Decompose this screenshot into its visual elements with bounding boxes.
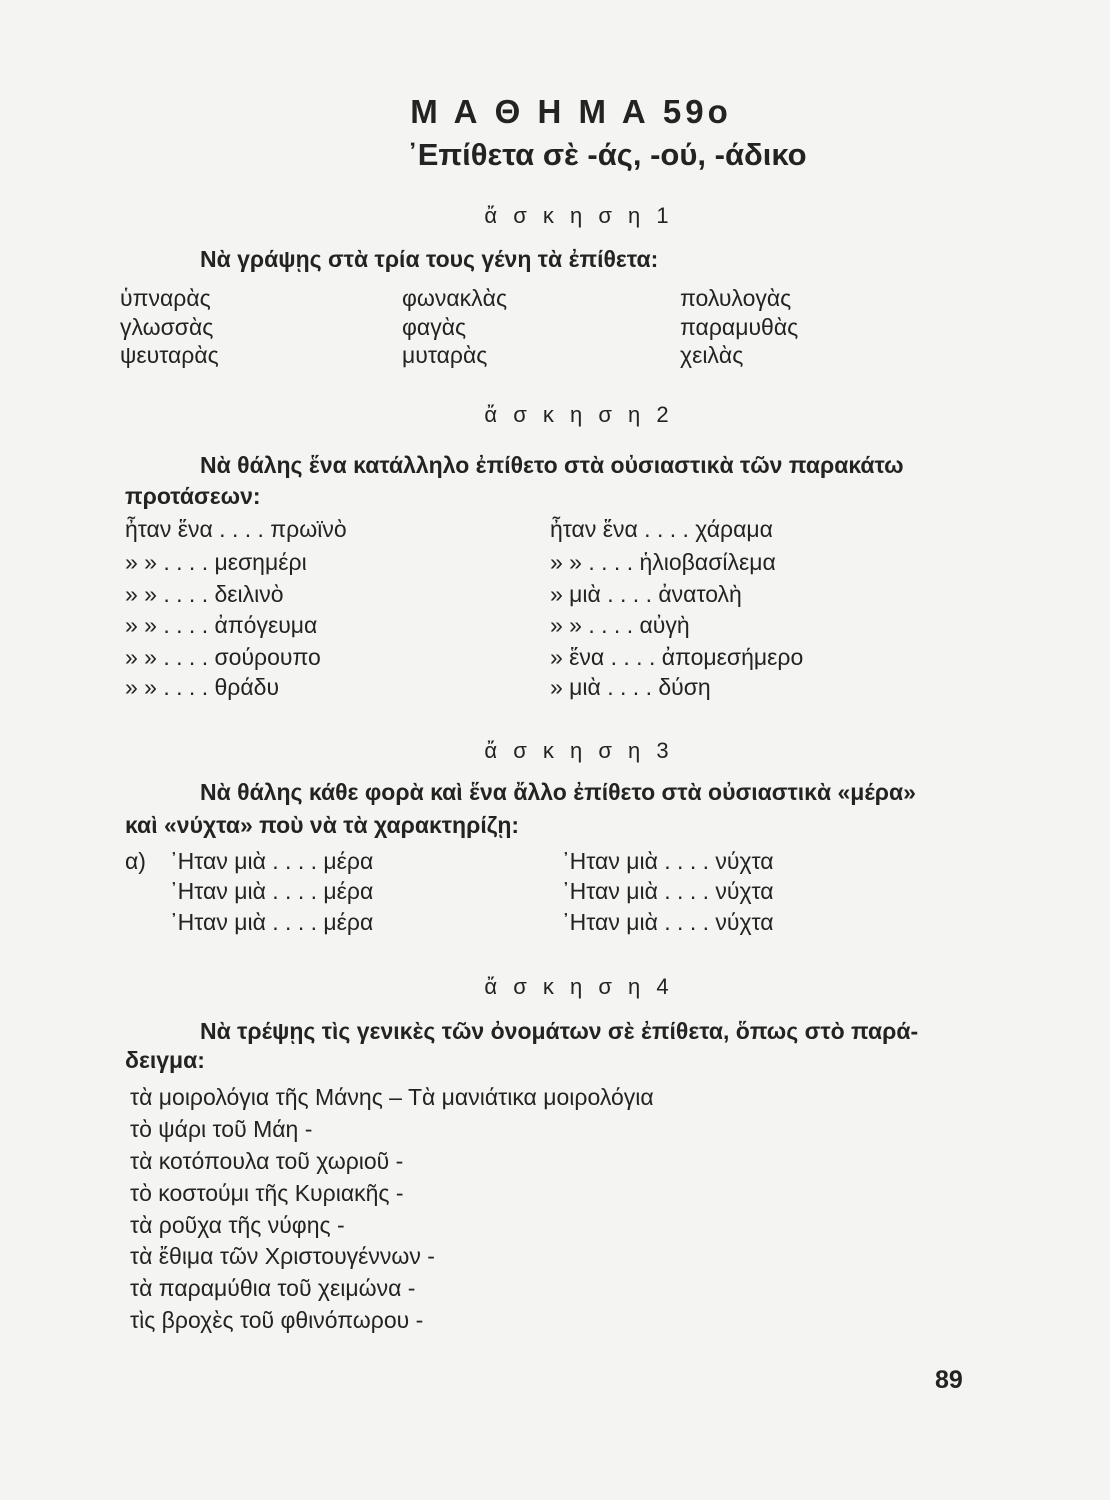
exercise-2-instruction-cont: προτάσεων:: [125, 483, 261, 509]
sentence-item: » » . . . . μεσημέρι: [125, 549, 307, 575]
exercise-4-instruction: Νὰ τρέψῃς τὶς γενικὲς τῶν ὀνομάτων σὲ ἐπίθετα, ὅπως στὸ παρά-: [200, 1018, 919, 1044]
noun-item: τὸ ψάρι τοῦ Μάη -: [130, 1116, 313, 1142]
exercise-1-heading: ἄ σ κ η σ η 1: [484, 203, 674, 228]
sentence-item: ᾿Ηταν μιὰ . . . . μέρα: [170, 909, 374, 935]
exercise-4-instruction-cont: δειγμα:: [125, 1047, 205, 1073]
adjective-item: πολυλογὰς: [680, 285, 792, 311]
sentence-item: » » . . . . ἡλιοβασίλεμα: [550, 549, 776, 575]
sentence-item: ᾿Ηταν μιὰ . . . . νύχτα: [562, 878, 774, 904]
sentence-item: ᾿Ηταν μιὰ . . . . μέρα: [170, 878, 374, 904]
noun-item: τὶς βροχὲς τοῦ φθινόπωρου -: [130, 1307, 424, 1333]
adjective-item: φαγὰς: [402, 314, 467, 340]
sentence-item: » » . . . . δειλινὸ: [125, 581, 284, 607]
example-item: τὰ μοιρολόγια τῆς Μάνης – Τὰ μανιάτικα μοιρολόγια: [130, 1084, 654, 1110]
sentence-item: » μιὰ . . . . ἀνατολὴ: [550, 581, 742, 607]
sentence-item: ᾿Ηταν μιὰ . . . . νύχτα: [562, 848, 774, 874]
noun-item: τὰ ροῦχα τῆς νύφης -: [130, 1212, 345, 1238]
exercise-1-instruction: Νὰ γράψῃς στὰ τρία τους γένη τὰ ἐπίθετα:: [200, 246, 659, 272]
lesson-title: Μ Α Θ Η Μ Α 59ο: [410, 93, 732, 130]
noun-item: τὰ ἔθιμα τῶν Χριστουγέννων -: [130, 1243, 435, 1269]
sentence-item: ἦταν ἕνα . . . . πρωϊνὸ: [125, 516, 347, 542]
adjective-item: παραμυθὰς: [680, 314, 799, 340]
sentence-item: » » . . . . ἀπόγευμα: [125, 612, 318, 638]
sentence-item: » » . . . . αὐγὴ: [550, 612, 690, 638]
exercise-3-instruction-cont: καὶ «νύχτα» ποὺ νὰ τὰ χαρακτηρίζῃ:: [125, 812, 520, 838]
sentence-item: ᾿Ηταν μιὰ . . . . νύχτα: [562, 909, 774, 935]
adjective-item: φωνακλὰς: [402, 285, 508, 311]
exercise-3-instruction: Νὰ θάλης κάθε φορὰ καὶ ἕνα ἄλλο ἐπίθετο στὰ οὐσιαστικὰ «μέρα»: [200, 779, 916, 805]
sentence-item: » » . . . . θράδυ: [125, 674, 280, 700]
adjective-item: γλωσσὰς: [120, 314, 214, 340]
lesson-subtitle: ᾿Επίθετα σὲ -άς, -ού, -άδικο: [407, 137, 807, 172]
sentence-item: ἦταν ἕνα . . . . χάραμα: [550, 516, 773, 542]
adjective-item: χειλὰς: [680, 342, 744, 368]
noun-item: τὰ παραμύθια τοῦ χειμώνα -: [130, 1275, 416, 1301]
noun-item: τὸ κοστούμι τῆς Κυριακῆς -: [130, 1180, 404, 1206]
sentence-item: » » . . . . σούρουπο: [125, 644, 321, 670]
noun-item: τὰ κοτόπουλα τοῦ χωριοῦ -: [130, 1148, 404, 1174]
exercise-4-heading: ἄ σ κ η σ η 4: [484, 974, 674, 999]
exercise-2-heading: ἄ σ κ η σ η 2: [484, 402, 674, 427]
adjective-item: ψευταρὰς: [120, 342, 219, 368]
sentence-item: » μιὰ . . . . δύση: [550, 674, 711, 700]
adjective-item: ὑπναρὰς: [120, 285, 211, 311]
exercise-3-heading: ἄ σ κ η σ η 3: [484, 738, 674, 763]
sentence-item: » ἕνα . . . . ἀπομεσήμερο: [550, 644, 804, 670]
exercise-2-instruction: Νὰ θάλης ἕνα κατάλληλο ἐπίθετο στὰ οὐσιαστικὰ τῶν παρακάτω: [200, 452, 904, 478]
exercise-3-label: α): [125, 848, 146, 874]
sentence-item: ᾿Ηταν μιὰ . . . . μέρα: [170, 848, 374, 874]
page-number: 89: [935, 1366, 963, 1394]
adjective-item: μυταρὰς: [402, 342, 488, 368]
